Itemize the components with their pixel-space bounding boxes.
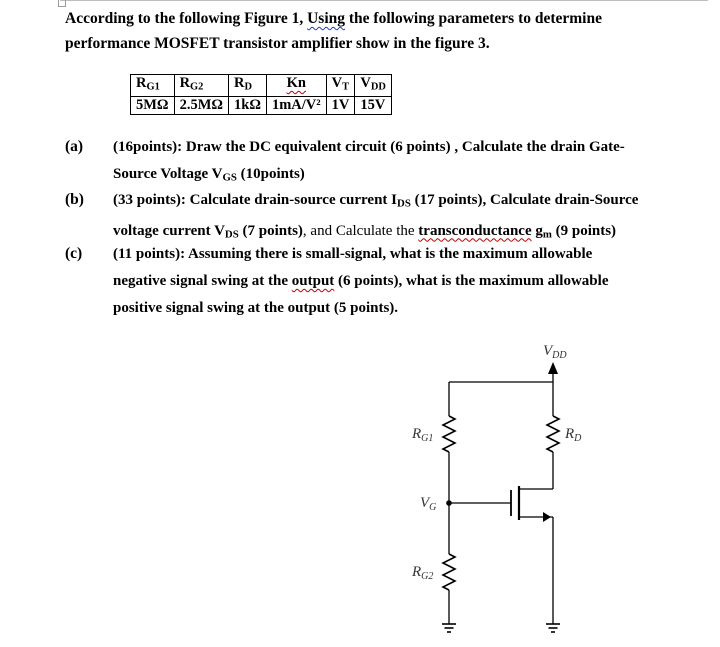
header-rg1: $R_{G1}$ bbox=[131, 75, 175, 97]
value-vdd: 15V bbox=[355, 96, 392, 114]
question-b-text: (33 points): Calculate drain-source current $I_{DS}$ (17 points), Calculate drain-Source voltage current $V_{DS}$ (7 points), and Calculate the transconductance $g_m$ (9 points) bbox=[113, 192, 639, 241]
rg1-resistor bbox=[443, 416, 455, 452]
value-vt: 1V bbox=[326, 96, 355, 114]
question-a-line1: (16points): Draw the DC equivalent circuit (6 points) , Calculate the drain Gate- bbox=[113, 139, 625, 155]
question-a-text: (16points): Draw the DC equivalent circuit (6 points) , Calculate the drain Gate- Source Voltage $V_{GS}$ (10points) bbox=[113, 139, 625, 184]
header-rd: $R_D$ bbox=[229, 75, 267, 97]
rg1-label: $R_{G1}$ bbox=[412, 426, 434, 444]
value-rg2: 2.5MΩ bbox=[174, 96, 228, 114]
intro-line1-c: the following parameters to determine bbox=[345, 10, 602, 27]
question-c-line3: positive signal swing at the output (5 points). bbox=[113, 300, 399, 316]
vg-label: $V_G$ bbox=[420, 495, 437, 513]
header-rg2: $R_{G2}$ bbox=[174, 75, 228, 97]
question-c-text: (11 points): Assuming there is small-signal, what is the maximum allowable negative signal swing at the output (6 points), what is the maximum allowable positive signal swing at the output (5 points). bbox=[113, 246, 609, 316]
intro-line1-a: According to the following Figure 1, bbox=[65, 10, 308, 27]
vg-node-dot bbox=[446, 500, 452, 506]
source-arrow-head bbox=[543, 512, 551, 522]
rg2-resistor bbox=[443, 554, 455, 590]
header-vt: $V_T$ bbox=[326, 75, 355, 97]
intro-line1-underlined: Using bbox=[307, 10, 346, 27]
transconductance-term: transconductance bbox=[418, 222, 532, 239]
rd-resistor bbox=[547, 416, 559, 452]
value-kn: 1mA/V² bbox=[266, 96, 326, 114]
value-rg1: 5MΩ bbox=[131, 96, 175, 114]
value-rd: 1kΩ bbox=[229, 96, 267, 114]
vdd-arrow-head bbox=[548, 362, 558, 374]
rd-label: $R_D$ bbox=[565, 426, 582, 444]
header-vdd: $V_{DD}$ bbox=[355, 75, 392, 97]
question-c-line1: (11 points): Assuming there is small-signal, what is the maximum allowable bbox=[113, 246, 593, 262]
output-term: output bbox=[291, 273, 335, 289]
rg2-label: $R_{G2}$ bbox=[412, 564, 434, 582]
question-b-label: (b) bbox=[65, 191, 84, 208]
header-kn: Kn bbox=[266, 75, 326, 97]
vdd-label: $V_{DD}$ bbox=[543, 343, 567, 361]
ground-left bbox=[442, 624, 456, 632]
question-a-label: (a) bbox=[65, 138, 84, 155]
ground-right bbox=[546, 624, 560, 632]
question-c-label: (c) bbox=[65, 245, 83, 262]
intro-line2: performance MOSFET transistor amplifier show in the figure 3. bbox=[65, 35, 490, 52]
